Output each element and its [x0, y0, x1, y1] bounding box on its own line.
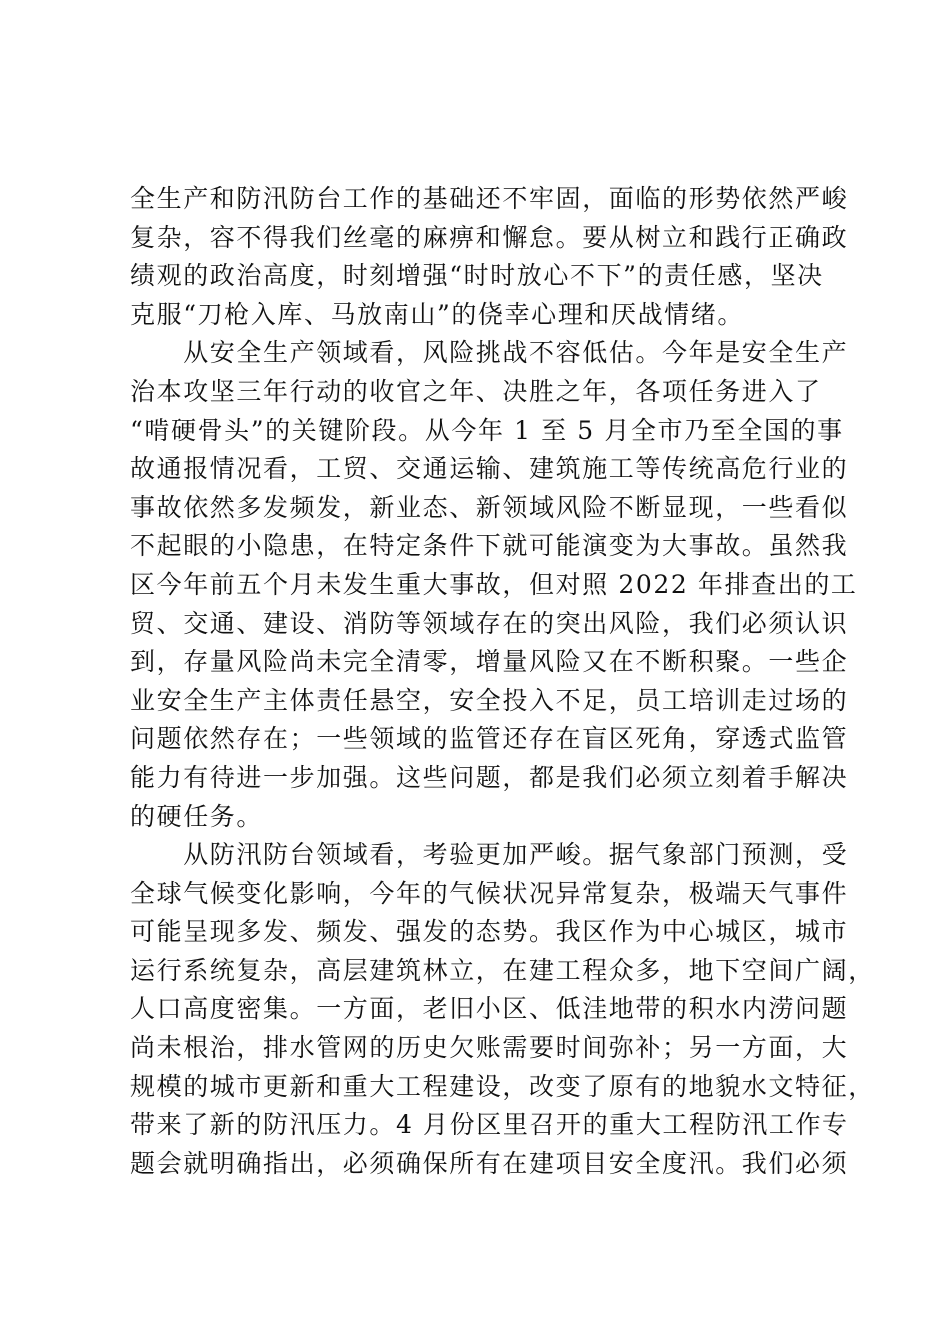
text-line: 事故依然多发频发，新业态、新领域风险不断显现，一些看似	[130, 492, 849, 522]
text-line: 全生产和防汛防台工作的基础还不牢固，面临的形势依然严峻	[130, 184, 849, 213]
text-line: 带来了新的防汛压力。4 月份区里召开的重大工程防汛工作专	[130, 1110, 849, 1140]
text-line: 可能呈现多发、频发、强发的态势。我区作为中心城区，城市	[130, 917, 849, 947]
text-line: 运行系统复杂，高层建筑林立，在建工程众多，地下空间广阔，	[130, 955, 875, 985]
text-line: 人口高度密集。一方面，老旧小区、低洼地带的积水内涝问题	[130, 994, 849, 1024]
text-line: “啃硬骨头”的关键阶段。从今年 1 至 5 月全市乃至全国的事	[130, 415, 844, 445]
paragraph-start-line: 从防汛防台领域看，考验更加严峻。据气象部门预测，受	[130, 840, 849, 870]
text-line: 贸、交通、建设、消防等领域存在的突出风险，我们必须认识	[130, 608, 849, 638]
text-line: 复杂，容不得我们丝毫的麻痹和懈怠。要从树立和践行正确政	[130, 222, 849, 252]
text-line: 规模的城市更新和重大工程建设，改变了原有的地貌水文特征，	[130, 1071, 875, 1101]
document-body	[130, 180, 875, 1183]
paragraph-start-line: 从安全生产领域看，风险挑战不容低估。今年是安全生产	[130, 338, 849, 368]
text-line: 题会就明确指出，必须确保所有在建项目安全度汛。我们必须	[130, 1148, 849, 1178]
text-line: 的硬任务。	[130, 801, 264, 831]
text-line: 治本攻坚三年行动的收官之年、决胜之年，各项任务进入了	[130, 376, 822, 406]
text-line: 业安全生产主体责任悬空，安全投入不足，员工培训走过场的	[130, 685, 849, 715]
text-line: 全球气候变化影响，今年的气候状况异常复杂，极端天气事件	[130, 878, 849, 908]
text-line: 能力有待进一步加强。这些问题，都是我们必须立刻着手解决	[130, 762, 849, 792]
text-line: 区今年前五个月未发生重大事故，但对照 2022 年排查出的工	[130, 569, 858, 599]
text-line: 到，存量风险尚未完全清零，增量风险又在不断积聚。一些企	[130, 647, 849, 677]
text-line: 绩观的政治高度，时刻增强“时时放心不下”的责任感，坚决	[130, 261, 824, 291]
text-line: 克服“刀枪入库、马放南山”的侥幸心理和厌战情绪。	[130, 299, 744, 329]
text-line: 尚未根治，排水管网的历史欠账需要时间弥补；另一方面，大	[130, 1033, 849, 1063]
text-line: 问题依然存在；一些领域的监管还存在盲区死角，穿透式监管	[130, 724, 849, 754]
text-line: 不起眼的小隐患，在特定条件下就可能演变为大事故。虽然我	[130, 531, 849, 561]
text-line: 故通报情况看，工贸、交通运输、建筑施工等传统高危行业的	[130, 454, 849, 484]
